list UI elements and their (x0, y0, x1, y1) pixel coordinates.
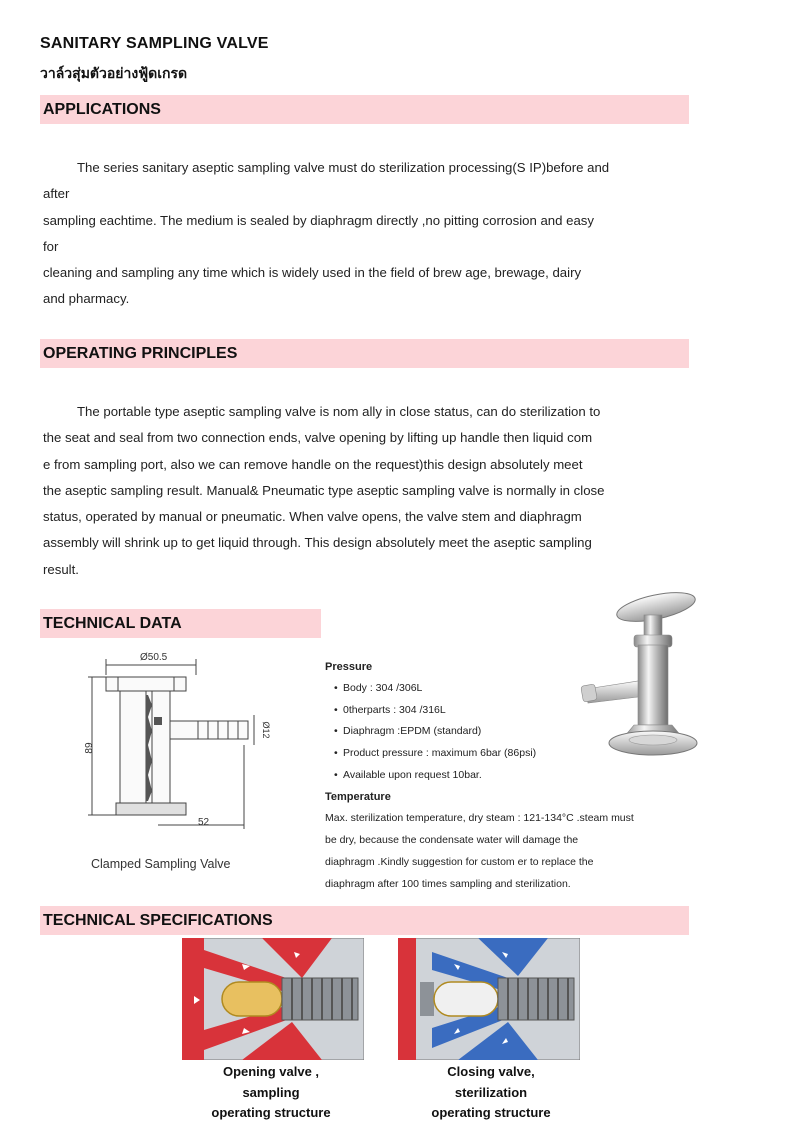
closing-valve-diagram (398, 938, 580, 1060)
opening-valve-caption (171, 1062, 371, 1124)
temperature-heading: Temperature (325, 791, 391, 804)
list-item: • Body : 304 /306L (325, 678, 690, 700)
operating-principles-paragraph (43, 399, 688, 583)
operating-principles-line: e from sampling port, also we can remove handle on the request)this design absolutely meet (43, 456, 583, 472)
dim-width-label: 52 (198, 817, 210, 828)
caption-line: operating structure (211, 1105, 331, 1120)
applications-line: sampling eachtime. The medium is sealed by diaphragm directly ,no pitting corrosion and easy (43, 212, 594, 228)
applications-heading: APPLICATIONS (43, 101, 161, 118)
list-item: • 0therparts : 304 /316L (325, 700, 690, 722)
dim-outlet-label: Ø12 (261, 721, 271, 739)
operating-principles-line: status, operated by manual or pneumatic. When valve opens, the valve stem and diaphragm (43, 509, 582, 525)
operating-principles-heading: OPERATING PRINCIPLES (43, 345, 238, 362)
temperature-line: Max. sterilization temperature, dry steam : 121-134°C .steam must (325, 812, 634, 825)
list-item: • Product pressure : maximum 6bar (86psi) (325, 743, 690, 765)
technical-specifications-heading-band (40, 906, 689, 935)
applications-heading-band (40, 95, 689, 124)
list-item: • Available upon request 10bar. (325, 765, 690, 787)
closing-valve-caption (391, 1062, 591, 1124)
list-item: • Diaphragm :EPDM (standard) (325, 721, 690, 743)
applications-line: and pharmacy. (43, 291, 130, 307)
technical-specifications-heading: TECHNICAL SPECIFICATIONS (43, 912, 273, 929)
applications-line: The series sanitary aseptic sampling valve must do sterilization processing(S IP)before and (77, 160, 610, 175)
applications-line: cleaning and sampling any time which is widely used in the field of brew age, brewage, dairy (43, 265, 582, 281)
opening-valve-diagram (182, 938, 364, 1060)
applications-line: after (43, 186, 70, 202)
caption-line: sterilization (454, 1084, 528, 1100)
temperature-line: be dry, because the condensate water will damage the (325, 834, 579, 847)
temperature-line: diaphragm .Kindly suggestion for custom er to replace the (325, 855, 594, 868)
clamped-valve-drawing (78, 645, 278, 835)
applications-paragraph (43, 155, 688, 313)
caption-line: sampling (242, 1084, 300, 1100)
sampling-valve-photo (578, 585, 703, 765)
page-subtitle: วาล์วสุ่มตัวอย่างฟู้ดเกรด (40, 66, 188, 82)
operating-principles-heading-band (40, 339, 689, 368)
page-title: SANITARY SAMPLING VALVE (40, 35, 269, 52)
dim-top-label: Ø50.5 (140, 652, 168, 663)
technical-data-heading-band (40, 609, 321, 638)
caption-line: Closing valve, (447, 1064, 535, 1079)
dim-height-label: 89 (84, 742, 95, 754)
operating-principles-line: The portable type aseptic sampling valve is nom ally in close status, can do sterilization to (77, 404, 601, 419)
operating-principles-line: the seat and seal from two connection ends, valve opening by lifting up handle then liquid com (43, 430, 593, 446)
caption-line: operating structure (431, 1105, 551, 1120)
operating-principles-line: the aseptic sampling result. Manual& Pneumatic type aseptic sampling valve is normally in close (43, 482, 605, 498)
drawing-caption: Clamped Sampling Valve (91, 857, 231, 871)
technical-data-heading: TECHNICAL DATA (43, 615, 182, 632)
operating-principles-line: assembly will shrink up to get liquid through. This design absolutely meet the aseptic sampling (43, 535, 592, 551)
temperature-line: diaphragm after 100 times sampling and sterilization. (325, 877, 571, 890)
operating-principles-line: result. (43, 561, 79, 577)
caption-line: Opening valve , (222, 1064, 320, 1079)
temperature-text (325, 808, 690, 895)
applications-line: for (43, 238, 59, 254)
pressure-heading: Pressure (325, 661, 373, 673)
